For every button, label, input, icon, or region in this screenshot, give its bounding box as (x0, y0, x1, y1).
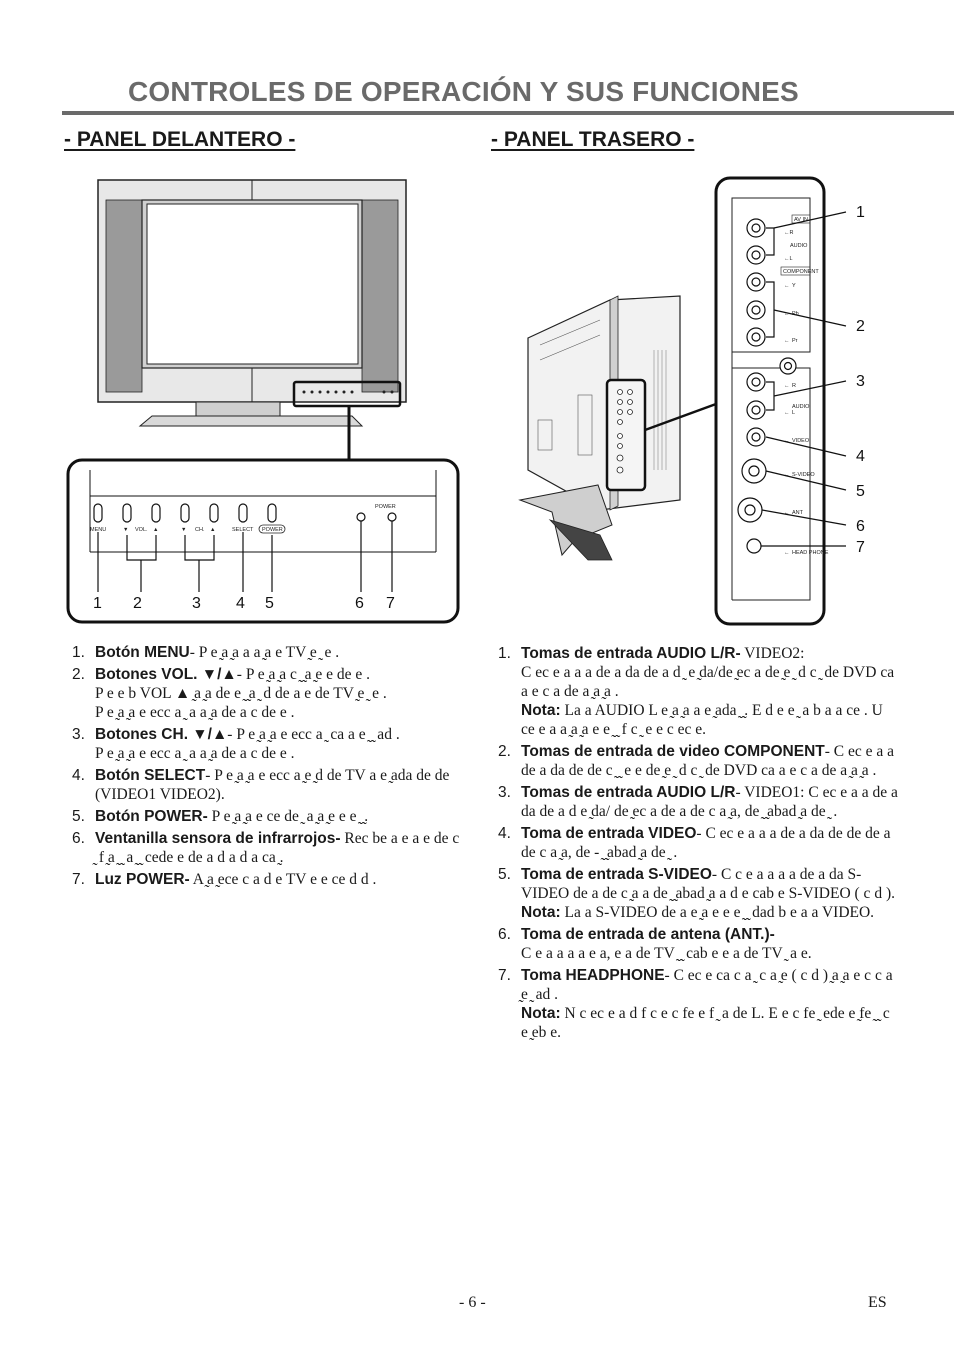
item-text: - P e ̰a ̰a e ecc a ̰e ̰d de TV a e ̰ada de de (VIDEO1 VIDEO2). (95, 767, 450, 803)
item-number: 1. (498, 645, 511, 662)
rear-callout-1: 1 (856, 204, 865, 221)
rear-panel-illustration (0, 0, 954, 640)
list-item (498, 966, 898, 1042)
item-note (521, 903, 898, 922)
rear-label-y: Y (792, 283, 796, 289)
panel-label-select: SELECT (232, 527, 254, 533)
svg-text:←: ← (784, 311, 790, 317)
front-callout-6: 6 (355, 595, 364, 612)
item-number: 7. (498, 967, 511, 984)
item-label: Toma de entrada S-VIDEO (521, 866, 712, 883)
item-number: 7. (72, 871, 85, 888)
front-controls-list (72, 643, 460, 892)
svg-text:▲: ▲ (153, 527, 159, 533)
list-item (72, 725, 460, 763)
svg-text:←: ← (784, 550, 790, 556)
svg-text:←: ← (784, 410, 790, 416)
rear-label-r: R (792, 383, 796, 389)
list-item (498, 742, 898, 780)
panel-label-menu: MENU (90, 527, 107, 533)
item-label: Ventanilla sensora de infrarrojos- (95, 830, 341, 847)
item-number: 2. (498, 743, 511, 760)
language-code: ES (868, 1294, 887, 1311)
item-text: - C c e a a a a de a da S-VIDEO de a de c ̰a a de ̰ ̰abad ̰a a d e cab e S-VIDEO ( c d ). (521, 866, 895, 902)
item-text: - VIDEO1: C ec e a a de a da de a d e ̰da/ de ̰ec a de a de c a ̰a, de ̰ ̰abad ̰a de ̰ . (521, 784, 898, 820)
item-paragraph: P e e b VOL ▲ ̰a ̰a de e ̰ ̰a ̰ d de a e de TV ̰e ̰ e . (95, 685, 387, 702)
list-item (498, 644, 898, 739)
rear-label-component: COMPONENT (783, 269, 819, 275)
svg-text:▼: ▼ (181, 527, 187, 533)
rear-callout-4: 4 (856, 448, 865, 465)
item-label: Toma de entrada VIDEO (521, 825, 697, 842)
rear-label-audio-2: AUDIO (792, 404, 810, 410)
item-note (521, 701, 898, 739)
page-title: CONTROLES DE OPERACIÓN Y SUS FUNCIONES (128, 76, 799, 107)
svg-text:←: ← (784, 338, 790, 344)
rear-label-s-video: S-VIDEO (792, 472, 815, 478)
item-number: 5. (72, 808, 85, 825)
list-item (72, 766, 460, 804)
rear-callout-6: 6 (856, 518, 865, 535)
item-label: Tomas de entrada AUDIO L/R (521, 784, 736, 801)
front-callout-5: 5 (265, 595, 274, 612)
svg-text:←: ← (784, 510, 790, 516)
item-text: - C ec e ca c a ̰ c a ̰e ( c d ) ̰a ̰a e c c a ̰e ̰ ad . (521, 967, 893, 1003)
front-callout-1: 1 (93, 595, 102, 612)
front-callout-2: 2 (133, 595, 142, 612)
svg-text:←R: ←R (784, 230, 794, 236)
list-item (498, 824, 898, 862)
panel-label-vol: VOL. (135, 527, 148, 533)
item-number: 6. (72, 830, 85, 847)
list-item (498, 925, 898, 963)
list-item (72, 807, 460, 826)
item-note (521, 1004, 898, 1042)
item-label: Botón SELECT (95, 767, 206, 784)
rear-label-ant: ANT (792, 510, 803, 516)
front-panel-heading: - PANEL DELANTERO - (64, 128, 296, 151)
item-text: VIDEO2: (740, 645, 805, 662)
note-label: Nota: (521, 1005, 561, 1022)
front-callout-4: 4 (236, 595, 245, 612)
panel-label-ch: CH. (195, 527, 205, 533)
item-number: 5. (498, 866, 511, 883)
item-text: - C ec e a a de a da de de c ̰ ̰ e e de ̰e ̰ d c ̰ de DVD ca a e c a de a ̰a ̰a . (521, 743, 895, 779)
item-number: 6. (498, 926, 511, 943)
front-callout-7: 7 (386, 595, 395, 612)
svg-text:←: ← (784, 472, 790, 478)
item-text: P e ̰a ̰a e ce de ̰ a ̰a ̰e e e ̰ ̰. (211, 808, 369, 825)
rear-label-video: VIDEO (792, 438, 810, 444)
item-text: - P e ̰a ̰a e ecc a ̰ ca a e ̰ ̰ ad . (227, 726, 400, 743)
svg-text:▼: ▼ (123, 527, 129, 533)
front-callout-3: 3 (192, 595, 201, 612)
item-label: Toma de entrada de antena (ANT.)- (521, 926, 775, 943)
item-label: Botones VOL. ▼/▲ (95, 666, 237, 683)
item-paragraph: P e ̰a ̰a e ecc a ̰ a a ̰a de a c de e . (95, 745, 295, 762)
item-paragraph: P e ̰a ̰a e ecc a ̰ a a ̰a de a c de e . (95, 704, 295, 721)
item-label: Tomas de entrada AUDIO L/R- (521, 645, 741, 662)
item-text: Rec be a e a e de c ̰ f ̰a ̰ ̰ a ̰ ̰ cede e de a d a d a ca ̰. (95, 830, 460, 866)
item-label: Toma HEADPHONE (521, 967, 665, 984)
item-text: A ̰a ̰ece c a d e TV e e ce d d . (192, 871, 377, 888)
rear-label-pr: Pr (792, 338, 798, 344)
rear-callout-3: 3 (856, 373, 865, 390)
rear-label-av-in: AV IN (794, 217, 808, 223)
item-paragraph: C ec e a a a de a da de a d ̰ e ̰da/de ̰ec a de ̰e ̰ d c ̰ de DVD ca a e c a de a ̰a ̰a . (521, 664, 895, 700)
item-label: Botones CH. ▼/▲ (95, 726, 228, 743)
item-label: Tomas de entrada de video COMPONENT (521, 743, 825, 760)
item-text: - P e ̰a ̰a a a ̰a e TV ̰e ̰ e . (189, 644, 340, 661)
panel-label-power-button: POWER (262, 527, 283, 533)
item-number: 3. (72, 726, 85, 743)
item-label: Botón MENU (95, 644, 190, 661)
svg-text:←: ← (784, 283, 790, 289)
item-number: 4. (498, 825, 511, 842)
item-number: 4. (72, 767, 85, 784)
note-text: La a AUDIO L e ̰a ̰a a e ̰ada ̰ ̰. E d e e ̰ a b a a ce . U ce e a a ̰a ̰a e e ̰ ̰ f c ̰ e e c ec e. (521, 702, 883, 738)
page-number: - 6 - (459, 1294, 486, 1311)
rear-label-headphone: HEAD PHONE (792, 550, 829, 556)
list-item (72, 870, 460, 889)
item-number: 1. (72, 644, 85, 661)
rear-callout-2: 2 (856, 318, 865, 335)
item-label: Botón POWER- (95, 808, 208, 825)
rear-label-pb: Pb (792, 311, 799, 317)
note-text: La a S-VIDEO de a e ̰a e e e ̰ ̰ dad b e a a VIDEO. (564, 904, 875, 921)
svg-text:←: ← (784, 383, 790, 389)
list-item (72, 665, 460, 722)
rear-label-audio: AUDIO (790, 243, 808, 249)
item-paragraph: C e a a a a e a, e a de TV ̰ ̰ cab e e a de TV ̰ a e. (521, 945, 812, 962)
panel-label-power-led: POWER (375, 504, 396, 510)
list-item (498, 865, 898, 922)
rear-label-l: L (792, 410, 796, 416)
item-number: 2. (72, 666, 85, 683)
note-text: N c ec e a d f c e c fe e f ̰ a de L. E e c fe ̰ ede e ̰fe ̰ ̰ c e ̰eb e. (521, 1005, 890, 1041)
item-text: - C ec e a a a de a da de de de a de c a ̰a, de - ̰ ̰abad ̰a de ̰ . (521, 825, 891, 861)
list-item (72, 643, 460, 662)
list-item (498, 783, 898, 821)
svg-text:←: ← (784, 438, 790, 444)
item-label: Luz POWER- (95, 871, 190, 888)
rear-jacks-list (498, 644, 898, 1045)
svg-text:▲: ▲ (210, 527, 216, 533)
list-item (72, 829, 460, 867)
note-label: Nota: (521, 702, 561, 719)
note-label: Nota: (521, 904, 561, 921)
svg-text:←L: ←L (784, 256, 793, 262)
item-number: 3. (498, 784, 511, 801)
rear-callout-5: 5 (856, 483, 865, 500)
item-text: - P e ̰a ̰a c ̰ ̰a ̰e e de e . (236, 666, 371, 683)
rear-panel-heading: - PANEL TRASERO - (491, 128, 695, 151)
rear-callout-7: 7 (856, 539, 865, 556)
